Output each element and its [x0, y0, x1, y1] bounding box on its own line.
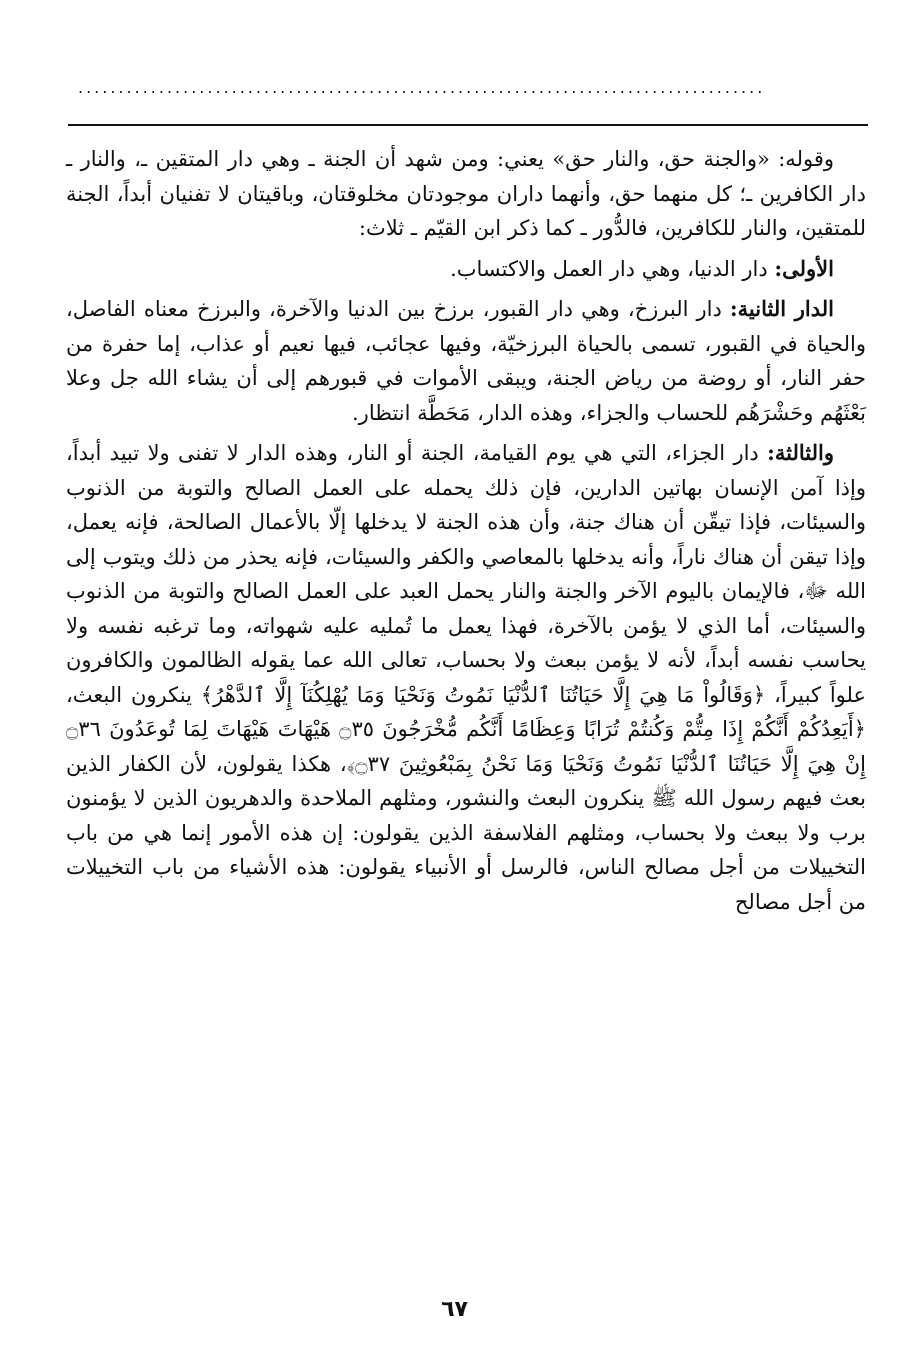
paragraph-text: دار الدنيا، وهي دار العمل والاكتساب. — [450, 256, 775, 281]
paragraph-first-abode — [66, 252, 866, 287]
paragraph-second-abode — [66, 292, 866, 430]
header-rule — [68, 124, 868, 126]
paragraph-third-abode — [66, 436, 866, 919]
paragraph-text: وقوله: «والجنة حق، والنار حق» يعني: ومن شهد أن الجنة ـ وهي دار المتقين ـ، والنار ـ دار الكافرين ـ؛ كل منهما حق، وأنهما داران موجودتان مخلوقتان، وباقيتان لا تفنيان أبداً، الجنة للمتقين، والنار للكافرين، فالدُّور ـ كما ذكر ابن القيّم ـ ثلاث: — [66, 147, 866, 240]
paragraph-text: دار البرزخ، وهي دار القبور، برزخ بين الدنيا والآخرة، والبرزخ معناه الفاصل، والحياة في القبور، تسمى بالحياة البرزخيّة، وفيها عجائب، فيها نعيم أو عذاب، إما حفرة من حفر النار، أو روضة من رياض الجنة، ويبقى الأموات في قبورهم إلى أن يشاء الله جل وعلا بَعْثَهُم وحَشْرَهُم للحساب والجزاء، وهذه الدار، مَحَطَّة انتظار. — [66, 297, 866, 425]
page-body — [66, 142, 866, 925]
header-dotted-line: ..................................................................................... — [78, 78, 766, 97]
page-number: ٦٧ — [441, 1297, 468, 1322]
paragraph-lead: الأولى: — [774, 255, 834, 281]
paragraph-lead: الدار الثانية: — [729, 296, 835, 321]
paragraph-text: دار الجزاء، التي هي يوم القيامة، الجنة أو النار، وهذه الدار لا تفنى ولا تبيد أبداً، وإذا آمن الإنسان بهاتين الدارين، فإن ذلك يحمله على العمل الصالح والتوبة من الذنوب والسيئات، فإذا تيقّن أن هناك جنة، وأن هذه الجنة لا يدخلها إلّا بالأعمال الصالحة، فإنه يعمل، وإذا تيقن أن هناك ناراً، وأنه يدخلها بالمعاصي والكفر والسيئات، فإنه يحذر من ذلك ويتوب إلى الله ﷻ، فالإيمان باليوم الآخر والجنة والنار يحمل العبد على العمل الصالح والتوبة من الذنوب والسيئات، أما الذي لا يؤمن بالآخرة، فهذا يعمل ما تُمليه عليه شهواته، وما ترغبه نفسه ولا يحاسب نفسه أبداً، لأنه لا يؤمن ببعث ولا بحساب، تعالى الله عما يقوله الظالمون والكافرون علواً كبيراً، ﴿وَقَالُواْ مَا هِيَ إِلَّا حَيَاتُنَا ٱلدُّنْيَا نَمُوتُ وَنَحْيَا وَمَا يُهْلِكُنَآ إِلَّا ٱلدَّهْرُ﴾ ينكرون البعث، ﴿أَيَعِدُكُمْ أَنَّكُمْ إِذَا مِتُّمْ وَكُنتُمْ تُرَابًا وَعِظَامًا أَنَّكُم مُّخْرَجُونَ ۝٣٥ هَيْهَاتَ هَيْهَاتَ لِمَا تُوعَدُونَ ۝٣٦ إِنْ هِيَ إِلَّا حَيَاتُنَا ٱلدُّنْيَا نَمُوتُ وَنَحْيَا وَمَا نَحْنُ بِمَبْعُوثِينَ ۝٣٧﴾، هكذا يقولون، لأن الكفار الذين بعث فيهم رسول الله ﷺ ينكرون البعث والنشور، ومثلهم الملاحدة والدهريون الذين لا يؤمنون برب ولا ببعث ولا بحساب، ومثلهم الفلاسفة الذين يقولون: إن هذه الأمور إنما هي من باب التخييلات من أجل مصالح الناس، فالرسل أو الأنبياء يقولون: هذه الأشياء من باب التخييلات من أجل مصالح — [66, 441, 867, 914]
paragraph-intro — [66, 142, 866, 246]
paragraph-lead: والثالثة: — [767, 440, 834, 465]
